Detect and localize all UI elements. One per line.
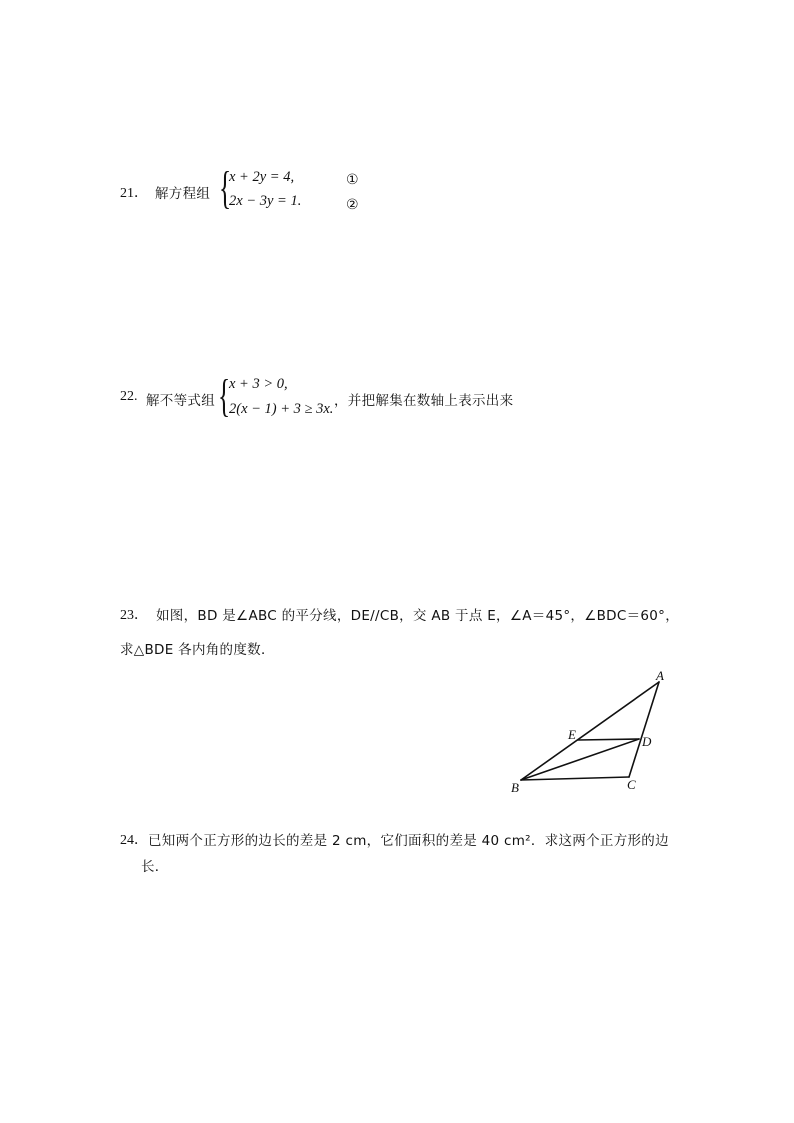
segment-BA xyxy=(521,682,659,780)
q21-prompt: 解方程组 xyxy=(155,186,211,202)
q21-brace: { xyxy=(219,162,232,213)
triangle-figure xyxy=(500,665,680,800)
label-B: B xyxy=(511,780,519,795)
segment-BD xyxy=(521,739,639,780)
q21-equation-1: x + 2y = 4, xyxy=(229,169,295,185)
q23-line-1: 如图，BD 是∠ABC 的平分线，DE//CB，交 AB 于点 E，∠A＝45°，∠BDC＝60°， xyxy=(156,608,680,624)
q22-inequality-1: x + 3 > 0, xyxy=(229,376,288,392)
q23-line-2: 求△BDE 各内角的度数． xyxy=(120,642,275,658)
q23-number: 23． xyxy=(120,608,148,623)
q21-mark-1: ① xyxy=(346,172,359,188)
segment-ED xyxy=(578,739,639,740)
label-A: A xyxy=(656,668,664,683)
label-D: D xyxy=(642,734,652,749)
segment-AC xyxy=(629,682,659,777)
q22-prompt: 解不等式组 xyxy=(146,393,215,409)
q22-instruction: ，并把解集在数轴上表示出来 xyxy=(334,393,514,409)
q24-number: 24． xyxy=(120,833,148,848)
q22-inequality-2: 2(x − 1) + 3 ≥ 3x. xyxy=(229,401,334,417)
label-E: E xyxy=(568,727,576,742)
q24-line-2: 长． xyxy=(141,859,169,875)
q22-number: 22. xyxy=(120,389,138,404)
q21-mark-2: ② xyxy=(346,197,359,213)
label-C: C xyxy=(627,777,636,792)
segment-CB xyxy=(521,777,629,780)
q21-number: 21． xyxy=(120,186,148,201)
q24-line-1: 已知两个正方形的边长的差是 2 cm，它们面积的差是 40 cm²．求这两个正方形的边 xyxy=(148,833,669,849)
q22-brace: { xyxy=(218,370,231,421)
q21-equation-2: 2x − 3y = 1. xyxy=(229,193,302,209)
